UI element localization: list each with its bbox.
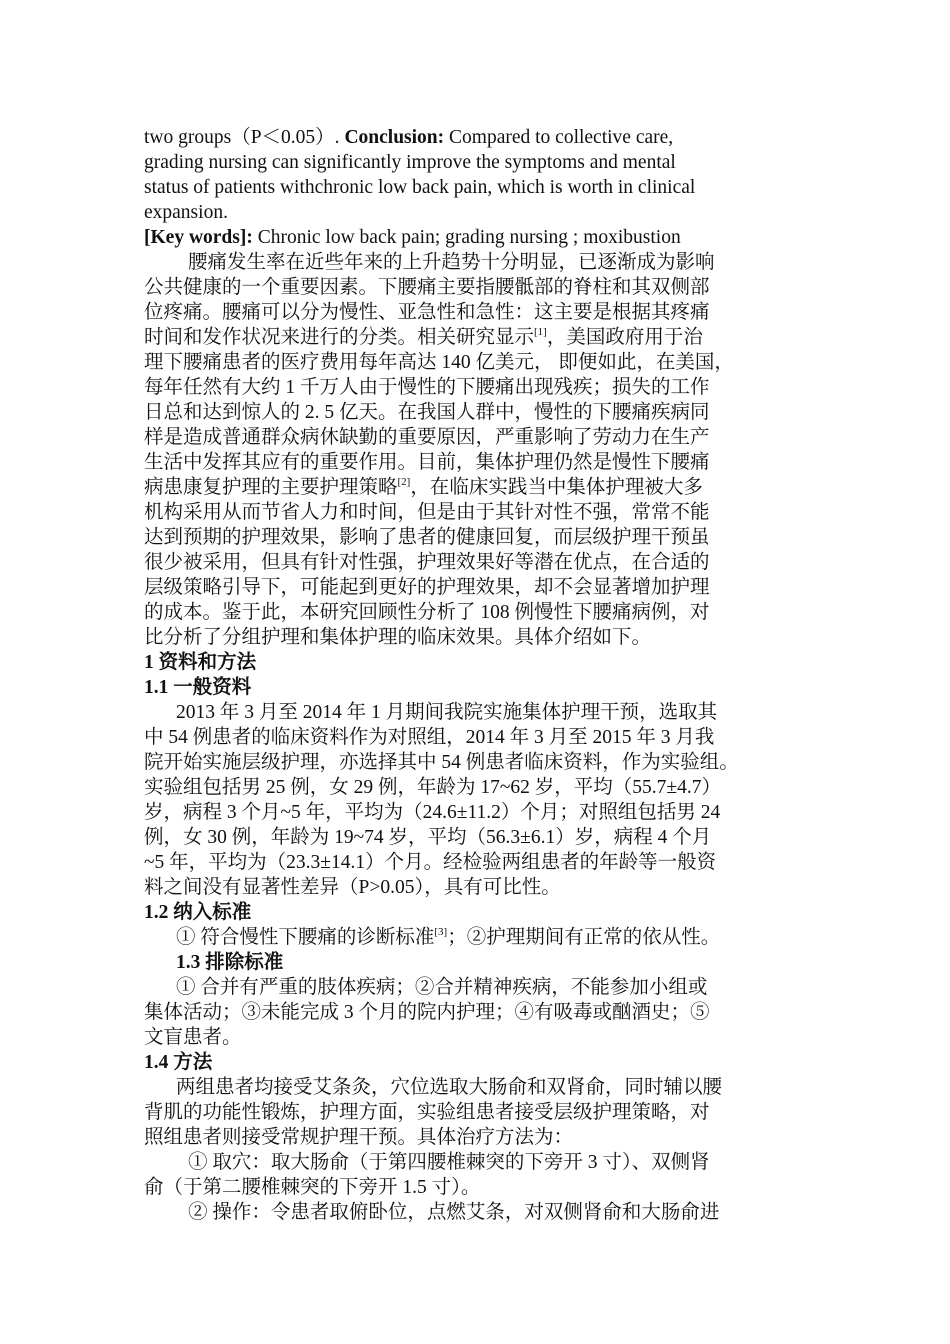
citation-ref: [2] (397, 476, 411, 488)
citation-ref: [3] (434, 926, 448, 938)
intro-line-9: 生活中发挥其应有的重要作用。目前，集体护理仍然是慢性下腰痛 (144, 452, 710, 473)
intro-line-10 (144, 475, 703, 500)
abstract-text: two groups（P＜0.05）. (144, 127, 345, 148)
intro-line-15: 的成本。鉴于此，本研究回顾性分析了 108 例慢性下腰痛病例，对 (144, 602, 710, 623)
abstract-text: Compared to collective care, (444, 127, 674, 148)
general-info-line-3: 院开始实施层级护理，亦选择其中 54 例患者临床资料，作为实验组。 (144, 752, 739, 773)
intro-line-13: 很少被采用，但具有针对性强，护理效果好等潜在优点，在合适的 (144, 552, 710, 573)
inclusion-text: ；②护理期间有正常的依从性。 (447, 927, 721, 948)
inclusion-line-1 (176, 925, 720, 950)
intro-line-11: 机构采用从而节省人力和时间，但是由于其针对性不强，常常不能 (144, 502, 710, 523)
method-line-3: 照组患者则接受常规护理干预。具体治疗方法为： (144, 1127, 574, 1148)
keywords-text: Chronic low back pain; grading nursing ; moxibustion (252, 227, 681, 248)
intro-line-1: 腰痛发生率在近些年来的上升趋势十分明显，已逐渐成为影响 (188, 252, 715, 273)
general-info-line-5: 岁，病程 3 个月~5 年，平均为（24.6±11.2）个月；对照组包括男 24 (144, 802, 721, 823)
intro-line-4 (144, 325, 703, 350)
keywords-label: [Key words]: (144, 227, 253, 248)
general-info-line-1: 2013 年 3 月至 2014 年 1 月期间我院实施集体护理干预，选取其 (176, 702, 718, 723)
general-info-line-4: 实验组包括男 25 例，女 29 例，年龄为 17~62 岁，平均（55.7±4.7） (144, 777, 722, 798)
exclusion-line-2: 集体活动；③未能完成 3 个月的院内护理；④有吸毒或酗酒史；⑤ (144, 1002, 710, 1023)
abstract-line-3: status of patients withchronic low back pain, which is worth in clinical (144, 177, 696, 198)
general-info-line-7: ~5 年，平均为（23.3±14.1）个月。经检验两组患者的年龄等一般资 (144, 852, 717, 873)
intro-line-8: 样是造成普通群众病休缺勤的重要原因，严重影响了劳动力在生产 (144, 427, 710, 448)
method-line-1: 两组患者均接受艾条灸，穴位选取大肠俞和双肾俞，同时辅以腰 (176, 1077, 723, 1098)
method-line-4: ① 取穴：取大肠俞（于第四腰椎棘突的下旁开 3 寸）、双侧肾 (188, 1152, 710, 1173)
subsection-heading: 1.3 排除标准 (176, 952, 284, 973)
general-info-line-2: 中 54 例患者的临床资料作为对照组，2014 年 3 月至 2015 年 3 月我 (144, 727, 715, 748)
method-line-5: 俞（于第二腰椎棘突的下旁开 1.5 寸）。 (144, 1177, 481, 1198)
intro-text: 时间和发作状况来进行的分类。相关研究显示 (144, 327, 535, 348)
keywords-line (144, 225, 681, 250)
subsection-heading: 1.1 一般资料 (144, 677, 252, 698)
abstract-line-1 (144, 125, 673, 150)
intro-line-3: 位疼痛。腰痛可以分为慢性、亚急性和急性：这主要是根据其疼痛 (144, 302, 710, 323)
exclusion-line-3: 文盲患者。 (144, 1027, 242, 1048)
intro-line-16: 比分析了分组护理和集体护理的临床效果。具体介绍如下。 (144, 627, 652, 648)
intro-line-7: 日总和达到惊人的 2. 5 亿天。在我国人群中，慢性的下腰痛疾病同 (144, 402, 710, 423)
intro-text: ，美国政府用于治 (546, 327, 703, 348)
intro-line-6: 每年任然有大约 1 千万人由于慢性的下腰痛出现残疾；损失的工作 (144, 377, 710, 398)
general-info-line-8: 料之间没有显著性差异（P>0.05），具有可比性。 (144, 877, 561, 898)
method-line-6: ② 操作：令患者取俯卧位，点燃艾条，对双侧肾俞和大肠俞进 (188, 1202, 720, 1223)
inclusion-text: ① 符合慢性下腰痛的诊断标准 (176, 927, 435, 948)
citation-ref: [1] (534, 326, 547, 338)
intro-text: ，在临床实践当中集体护理被大多 (410, 477, 703, 498)
intro-line-12: 达到预期的护理效果，影响了患者的健康回复，而层级护理干预虽 (144, 527, 710, 548)
abstract-line-4: expansion. (144, 202, 228, 223)
intro-text: 病患康复护理的主要护理策略 (144, 477, 398, 498)
section-heading: 1 资料和方法 (144, 652, 257, 673)
intro-line-14: 层级策略引导下，可能起到更好的护理效果，却不会显著增加护理 (144, 577, 710, 598)
subsection-heading: 1.2 纳入标准 (144, 902, 252, 923)
method-line-2: 背肌的功能性锻炼，护理方面，实验组患者接受层级护理策略，对 (144, 1102, 710, 1123)
abstract-line-2: grading nursing can significantly improve the symptoms and mental (144, 152, 676, 173)
intro-line-2: 公共健康的一个重要因素。下腰痛主要指腰骶部的脊柱和其双侧部 (144, 277, 710, 298)
conclusion-label: Conclusion: (344, 127, 445, 148)
subsection-heading: 1.4 方法 (144, 1052, 213, 1073)
exclusion-line-1: ① 合并有严重的肢体疾病；②合并精神疾病，不能参加小组或 (176, 977, 708, 998)
intro-line-5: 理下腰痛患者的医疗费用每年高达 140 亿美元， 即便如此，在美国， (144, 352, 734, 373)
general-info-line-6: 例，女 30 例，年龄为 19~74 岁，平均（56.3±6.1）岁，病程 4 个月 (144, 827, 712, 848)
